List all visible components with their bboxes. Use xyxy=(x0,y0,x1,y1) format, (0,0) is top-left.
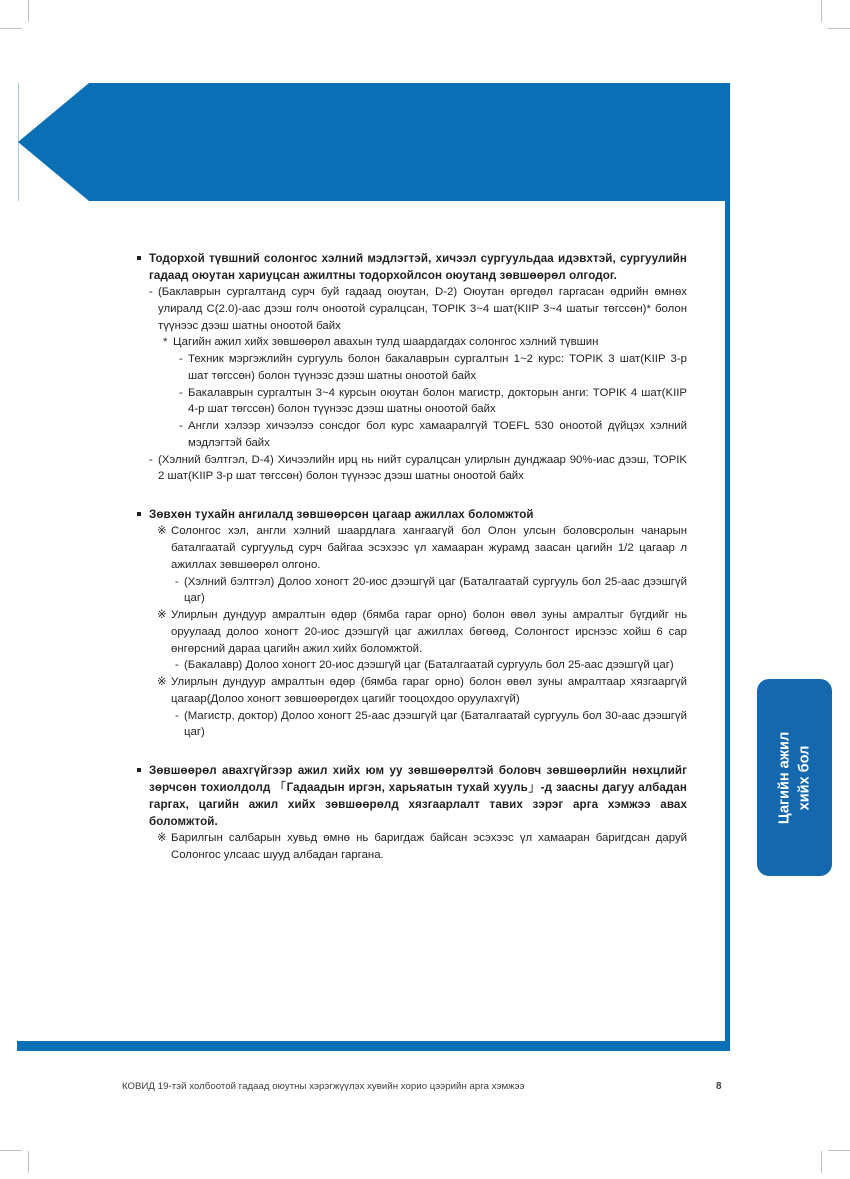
section1-heading: Тодорхой түвшний солонгос хэлний мэдлэгтэй, хичээл сургуульдаа идэвхтэй, сургуулийн гадаад оюутан хариуцсан ажилтны тодорхойлсон оюутанд зөвшөөрөл олгодог. xyxy=(135,250,687,284)
section1-item-2-text: Техник мэргэжлийн сургууль болон бакалаврын сургалтын 1~2 курс: TOPIK 3 шат(KIIP 3-р шат төгссөн) болон түүнээс дээш шатны оноотой байх xyxy=(188,353,687,382)
page-footer xyxy=(0,1081,850,1101)
list-marker-dash: - xyxy=(175,709,179,722)
section3-item-0-text: Барилгын салбарын хувьд өмнө нь баригдаж байсан эсэхээс үл хамааран баригдсан даруй Солонгос улсаас шууд албадан гаргана. xyxy=(171,832,687,862)
section-gap xyxy=(135,485,687,506)
list-marker-reference: ※ xyxy=(157,609,167,622)
section1-item-5 xyxy=(149,452,687,486)
section2-item-1 xyxy=(175,574,687,608)
document-content xyxy=(135,250,687,864)
section2-heading: Зөвхөн тухайн ангилалд зөвшөөрсөн цагаар ажиллах боломжтой xyxy=(135,506,687,523)
side-tab-label-line2: хийх бол xyxy=(795,745,812,810)
section2-item-5 xyxy=(175,708,687,742)
section2-item-0-text: Солонгос хэл, англи хэлний шаардлага хангаагүй бол Олон улсын боловсролын чанарын баталгаатай сургуульд сурч байгаа эсэхээс үл хамааран журамд заасан цагийн 1/2 цагаар л ажиллах зөвшөөрөл олгоно. xyxy=(171,525,687,571)
crop-mark-top-right-horizontal xyxy=(828,28,850,29)
footer-page-number: 8 xyxy=(716,1081,722,1092)
list-marker-dash: - xyxy=(179,353,183,366)
list-marker-dash: - xyxy=(149,453,153,466)
list-marker-dash: - xyxy=(179,386,183,399)
section3-heading: Зөвшөөрөл авахгүйгээр ажил хийх юм уу зөвшөөрөлтэй боловч зөвшөөрлийн нөхцлийг зөрчсөн тохиолдолд 「Гадаадын иргэн, харьяатын тухай хууль」-д заасны дагуу албадан гаргах, цагийн ажил хийх зөвшөөрөлд хязгаарлалт тавих зэрэг арга хэмжээ авах боломжтой. xyxy=(135,762,687,830)
crop-mark-top-left-horizontal xyxy=(0,28,22,29)
section1-item-3-text: Бакалаврын сургалтын 3~4 курсын оюутан болон магистр, докторын анги: TOPIK 4 шат(KIIP 4-р шат төгссөн) болон түүнээс дээш шатны оноотой байх xyxy=(188,386,687,416)
side-tab-cagiin-ajil[interactable] xyxy=(757,679,832,876)
list-marker-asterisk: * xyxy=(163,336,168,349)
crop-mark-top-right-vertical xyxy=(821,0,822,22)
list-marker-reference: ※ xyxy=(157,525,167,538)
section2-item-4-text: Улирлын дундуур амралтын өдөр (бямба гараг орно) болон өвөл зуны амралтаар хязгааргүй цагаар(Долоо хоногт зөвшөөрөгдөх цагийг тооцохдоо оруулахгүй) xyxy=(171,676,687,705)
section2-item-4 xyxy=(157,674,687,708)
crop-mark-bottom-right-horizontal xyxy=(828,1150,850,1151)
section1-item-2 xyxy=(179,351,687,385)
section1-item-0 xyxy=(149,284,687,334)
list-marker-dash: - xyxy=(149,286,153,299)
section2-item-5-text: (Магистр, доктор) Долоо хоногт 25-аас дээшгүй цаг (Баталгаатай сургууль бол 30-аас дээшгүй цаг) xyxy=(184,709,687,739)
page-frame-right-line xyxy=(725,83,730,1046)
list-marker-dash: - xyxy=(179,420,183,433)
list-marker-reference: ※ xyxy=(157,832,167,845)
section2-item-2 xyxy=(157,607,687,657)
section2-item-3-text: (Бакалавр) Долоо хоногт 20-иос дээшгүй цаг (Баталгаатай сургууль бол 25-аас дээшгүй цаг) xyxy=(184,659,674,672)
footer-title: КОВИД 19-тэй холбоотой гадаад оюутны хэрэгжүүлэх хувийн хорио цээрийн арга хэмжээ xyxy=(122,1081,525,1092)
section3-item-0 xyxy=(157,830,687,864)
section1-item-5-text: (Хэлний бэлтгэл, D-4) Хичээлийн ирц нь нийт суралцсан улирлын дунджаар 90%-иас дээш, TOPIK 2 шат(KIIP 3-р шат төгссөн) болон түүнээс дээш шатны оноотой байх xyxy=(158,453,687,483)
section2-item-0 xyxy=(157,523,687,573)
section-gap xyxy=(135,741,687,762)
section2-item-3 xyxy=(175,657,687,674)
header-banner xyxy=(18,83,728,201)
crop-mark-bottom-right-vertical xyxy=(821,1151,822,1173)
section2-item-2-text: Улирлын дундуур амралтын өдөр (бямба гараг орно) болон өвөл зуны амралтыг бүгдийг нь оруулаад долоо хоногт 20-иос дээшгүй цаг ажиллах бөгөөд, Солонгост ирснээс хойш 6 сар өнгөрсний дараа цагийн ажил хийх боломжтой. xyxy=(171,609,687,655)
section1-item-3 xyxy=(179,385,687,419)
section2-item-1-text: (Хэлний бэлтгэл) Долоо хоногт 20-иос дээшгүй цаг (Баталгаатай сургууль бол 25-аас дээшгүй цаг) xyxy=(184,575,687,605)
side-tab-label-line1: Цагийн ажил xyxy=(775,731,792,824)
list-marker-dash: - xyxy=(175,575,179,588)
list-marker-reference: ※ xyxy=(157,676,167,689)
section1-item-0-text: (Баклаврын сургалтанд сурч буй гадаад оюутан, D-2) Оюутан өргөдөл гаргасан өдрийн өмнөх улиралд C(2.0)-аас дээш голч оноотой суралцсан, TOPIK 3~4 шат(KIIP 3~4 шатыг төгссөн)* болон түүнээс дээш шатны оноотой байх xyxy=(158,286,687,332)
crop-mark-top-left-vertical xyxy=(28,0,29,22)
section1-item-4 xyxy=(179,418,687,452)
crop-mark-bottom-left-horizontal xyxy=(0,1150,22,1151)
section1-item-4-text: Англи хэлээр хичээлээ сонсдог бол курс хамааралгүй TOEFL 530 оноотой дүйцэх хэлний мэдлэгтэй байх xyxy=(188,420,687,449)
page-frame-bottom-bar xyxy=(17,1041,730,1051)
side-tab-label xyxy=(775,731,814,823)
section1-item-1 xyxy=(163,334,687,351)
list-marker-dash: - xyxy=(175,659,179,672)
section1-item-1-text: Цагийн ажил хийх зөвшөөрөл авахын тулд шаардагдах солонгос хэлний түвшин xyxy=(173,336,599,349)
crop-mark-bottom-left-vertical xyxy=(28,1151,29,1173)
